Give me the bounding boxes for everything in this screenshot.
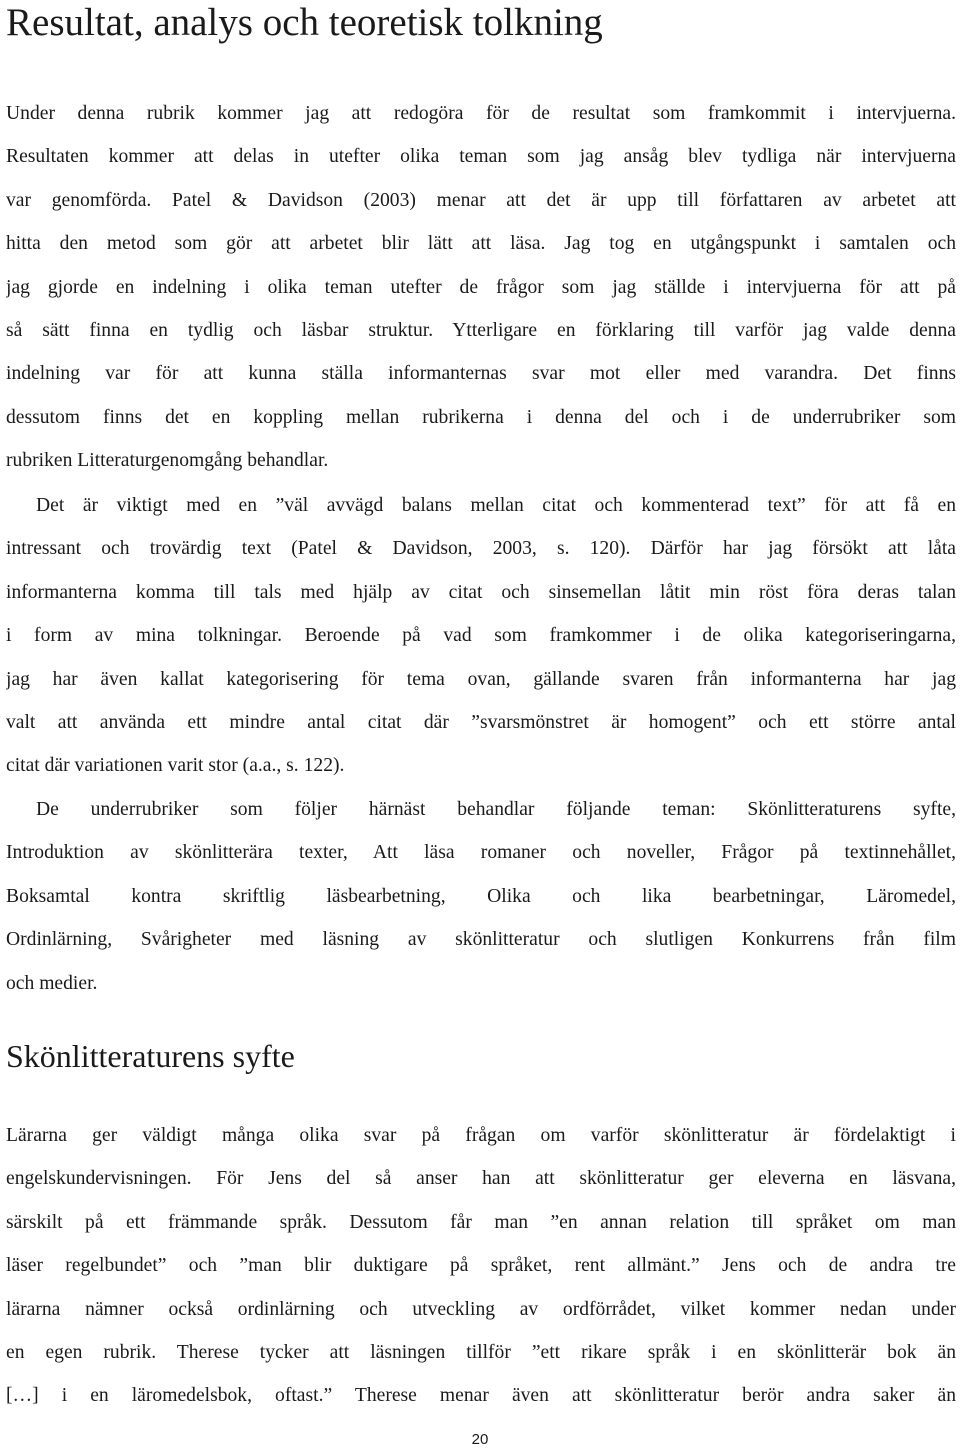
- text-line: Boksamtal kontra skriftlig läsbearbetning, Olika och lika bearbetningar, Läromedel,: [6, 885, 956, 907]
- text-line: var genomförda. Patel & Davidson (2003) menar att det är upp till författaren av arbetet att: [6, 189, 956, 211]
- text-line: valt att använda ett mindre antal citat där ”svarsmönstret är homogent” och ett större antal: [6, 711, 956, 733]
- text-line: jag har även kallat kategorisering för tema ovan, gällande svaren från informanterna har jag: [6, 668, 956, 690]
- sub-heading: Skönlitteraturens syfte: [6, 1038, 295, 1074]
- text-line: jag gjorde en indelning i olika teman utefter de frågor som jag ställde i intervjuerna för att på: [6, 276, 956, 298]
- text-line: särskilt på ett främmande språk. Dessutom får man ”en annan relation till språket om man: [6, 1211, 956, 1233]
- text-line: Lärarna ger väldigt många olika svar på frågan om varför skönlitteratur är fördelaktigt i: [6, 1125, 956, 1146]
- text-line: intressant och trovärdig text (Patel & Davidson, 2003, s. 120). Därför har jag försökt att låta: [6, 538, 956, 560]
- text-line: rubriken Litteraturgenomgång behandlar.: [6, 450, 329, 472]
- text-line: Introduktion av skönlitterära texter, Att läsa romaner och noveller, Frågor på textinnehållet,: [6, 842, 956, 864]
- text-line: hitta den metod som gör att arbetet blir lätt att läsa. Jag tog en utgångspunkt i samtalen och: [6, 233, 956, 255]
- paragraph-4: [6, 1114, 956, 1418]
- text-line: lärarna nämner också ordinlärning och utveckling av ordförrådet, vilket kommer nedan under: [6, 1298, 956, 1320]
- text-line: Ordinlärning, Svårigheter med läsning av skönlitteratur och slutligen Konkurrens från film: [6, 929, 956, 951]
- paragraph-1: [6, 92, 956, 483]
- text-line: citat där variationen varit stor (a.a., s. 122).: [6, 755, 345, 777]
- text-line: i form av mina tolkningar. Beroende på vad som framkommer i de olika kategoriseringarna,: [6, 625, 956, 647]
- text-line: engelskundervisningen. För Jens del så anser han att skönlitteratur ger eleverna en läsvana,: [6, 1168, 956, 1190]
- text-line: indelning var för att kunna ställa informanternas svar mot eller med varandra. Det finns: [6, 363, 956, 385]
- text-line: Det är viktigt med en ”väl avvägd balans mellan citat och kommenterad text” för att få en: [36, 495, 956, 516]
- text-line: så sätt finna en tydlig och läsbar struktur. Ytterligare en förklaring till varför jag valde denna: [6, 319, 956, 341]
- text-line: och medier.: [6, 972, 98, 994]
- paragraph-2: [6, 484, 956, 788]
- text-line: informanterna komma till tals med hjälp av citat och sinsemellan låtit min röst föra deras talan: [6, 581, 956, 603]
- main-heading: Resultat, analys och teoretisk tolkning: [6, 1, 603, 44]
- text-line: en egen rubrik. Therese tycker att läsningen tillför ”ett rikare språk i en skönlitterär bok än: [6, 1341, 956, 1363]
- text-line: […] i en läromedelsbok, oftast.” Therese menar även att skönlitteratur berör andra saker än: [6, 1385, 956, 1407]
- paragraph-3: [6, 788, 956, 1005]
- text-line: dessutom finns det en koppling mellan rubrikerna i denna del och i de underrubriker som: [6, 406, 956, 428]
- text-line: Resultaten kommer att delas in utefter olika teman som jag ansåg blev tydliga när intervjuerna: [6, 146, 956, 168]
- text-line: De underrubriker som följer härnäst behandlar följande teman: Skönlitteraturens syfte,: [36, 799, 956, 820]
- text-line: Under denna rubrik kommer jag att redogöra för de resultat som framkommit i intervjuerna.: [6, 103, 956, 124]
- page-number: 20: [471, 1431, 489, 1448]
- text-line: läser regelbundet” och ”man blir duktigare på språket, rent allmänt.” Jens och de andra tre: [6, 1255, 956, 1277]
